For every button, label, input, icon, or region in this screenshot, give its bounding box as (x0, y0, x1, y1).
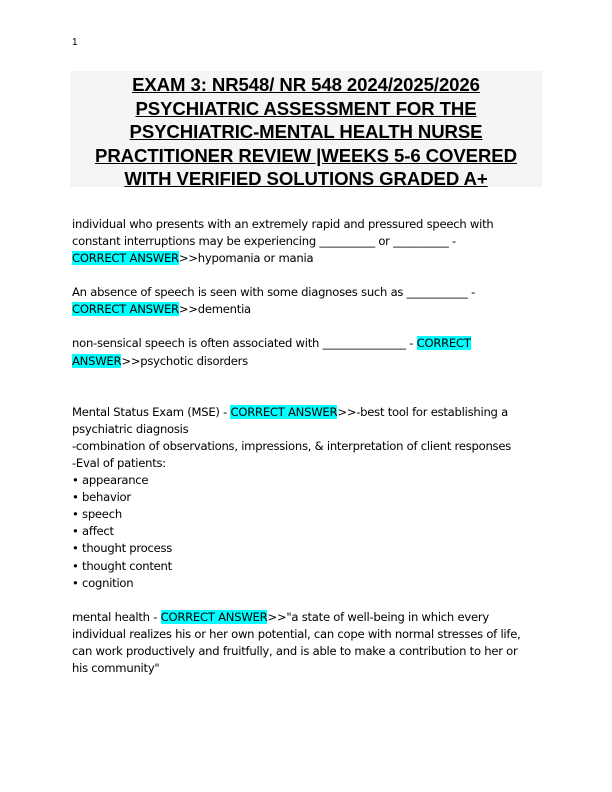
title-line: WITH VERIFIED SOLUTIONS GRADED A+ (124, 168, 488, 189)
answer-text: psychiatric diagnosis (72, 421, 189, 436)
answer-text: >>-best tool for establishing a (337, 404, 508, 419)
answer-text: individual realizes his or her own potential, can cope with normal stresses of life, (72, 626, 521, 641)
correct-answer-label: CORRECT ANSWER (230, 404, 338, 419)
correct-answer-label: ANSWER (72, 353, 122, 368)
question-text: non-sensical speech is often associated with _______________ - (72, 336, 417, 351)
question-text: mental health - (72, 609, 161, 624)
document-body (72, 216, 542, 677)
question-line (72, 335, 542, 352)
answer-text: -combination of observations, impressions, & interpretation of client responses (72, 438, 512, 453)
answer-text: >>psychotic disorders (121, 353, 248, 368)
answer-line (72, 353, 542, 370)
answer-text: can work productively and fruitfully, and is able to make a contribution to her or (72, 643, 518, 658)
title-line: PRACTITIONER REVIEW |WEEKS 5-6 COVERED (95, 144, 517, 166)
correct-answer-label: CORRECT ANSWER (72, 251, 179, 266)
document-title (70, 71, 542, 191)
title-line: EXAM 3: NR548/ NR 548 2024/2025/2026 (132, 74, 480, 95)
question-line (72, 404, 542, 421)
qa-item-mental-health (72, 609, 542, 677)
title-line: PSYCHIATRIC ASSESSMENT FOR THE (135, 97, 477, 119)
qa-item-absence-of-speech (72, 284, 542, 318)
bullet-item: • cognition (72, 575, 134, 590)
qa-item-rapid-speech (72, 216, 542, 267)
question-text: constant interruptions may be experiencing __________ or __________ - (72, 234, 456, 249)
bullet-item: • thought content (72, 558, 172, 573)
title-line: PSYCHIATRIC-MENTAL HEALTH NURSE (129, 121, 483, 142)
answer-text: his community" (72, 660, 160, 675)
correct-answer-label: CORRECT ANSWER (72, 302, 179, 317)
title-box (70, 71, 542, 187)
bullet-item: • affect (72, 524, 114, 539)
bullet-item: • appearance (72, 473, 149, 488)
answer-text: >>hypomania or mania (178, 251, 314, 266)
answer-text: >>dementia (178, 302, 251, 317)
qa-item-non-sensical-speech (72, 335, 542, 369)
bullet-item: • behavior (72, 490, 131, 505)
answer-line (72, 250, 542, 267)
bullet-item: • speech (72, 507, 122, 522)
qa-item-mental-status-exam (72, 404, 542, 592)
question-text: individual who presents with an extremely rapid and pressured speech with (72, 217, 494, 231)
answer-text: >>"a state of well-being in which every (267, 609, 489, 624)
correct-answer-label: CORRECT (416, 336, 471, 351)
question-text: Mental Status Exam (MSE) - (72, 404, 231, 419)
question-text: An absence of speech is seen with some diagnoses such as ___________ - (72, 285, 476, 300)
bullet-item: • thought process (72, 541, 173, 556)
question-line (72, 609, 542, 626)
page-number: 1 (72, 37, 78, 48)
answer-line (72, 301, 542, 318)
answer-text: -Eval of patients: (72, 455, 166, 470)
correct-answer-label: CORRECT ANSWER (160, 609, 268, 624)
